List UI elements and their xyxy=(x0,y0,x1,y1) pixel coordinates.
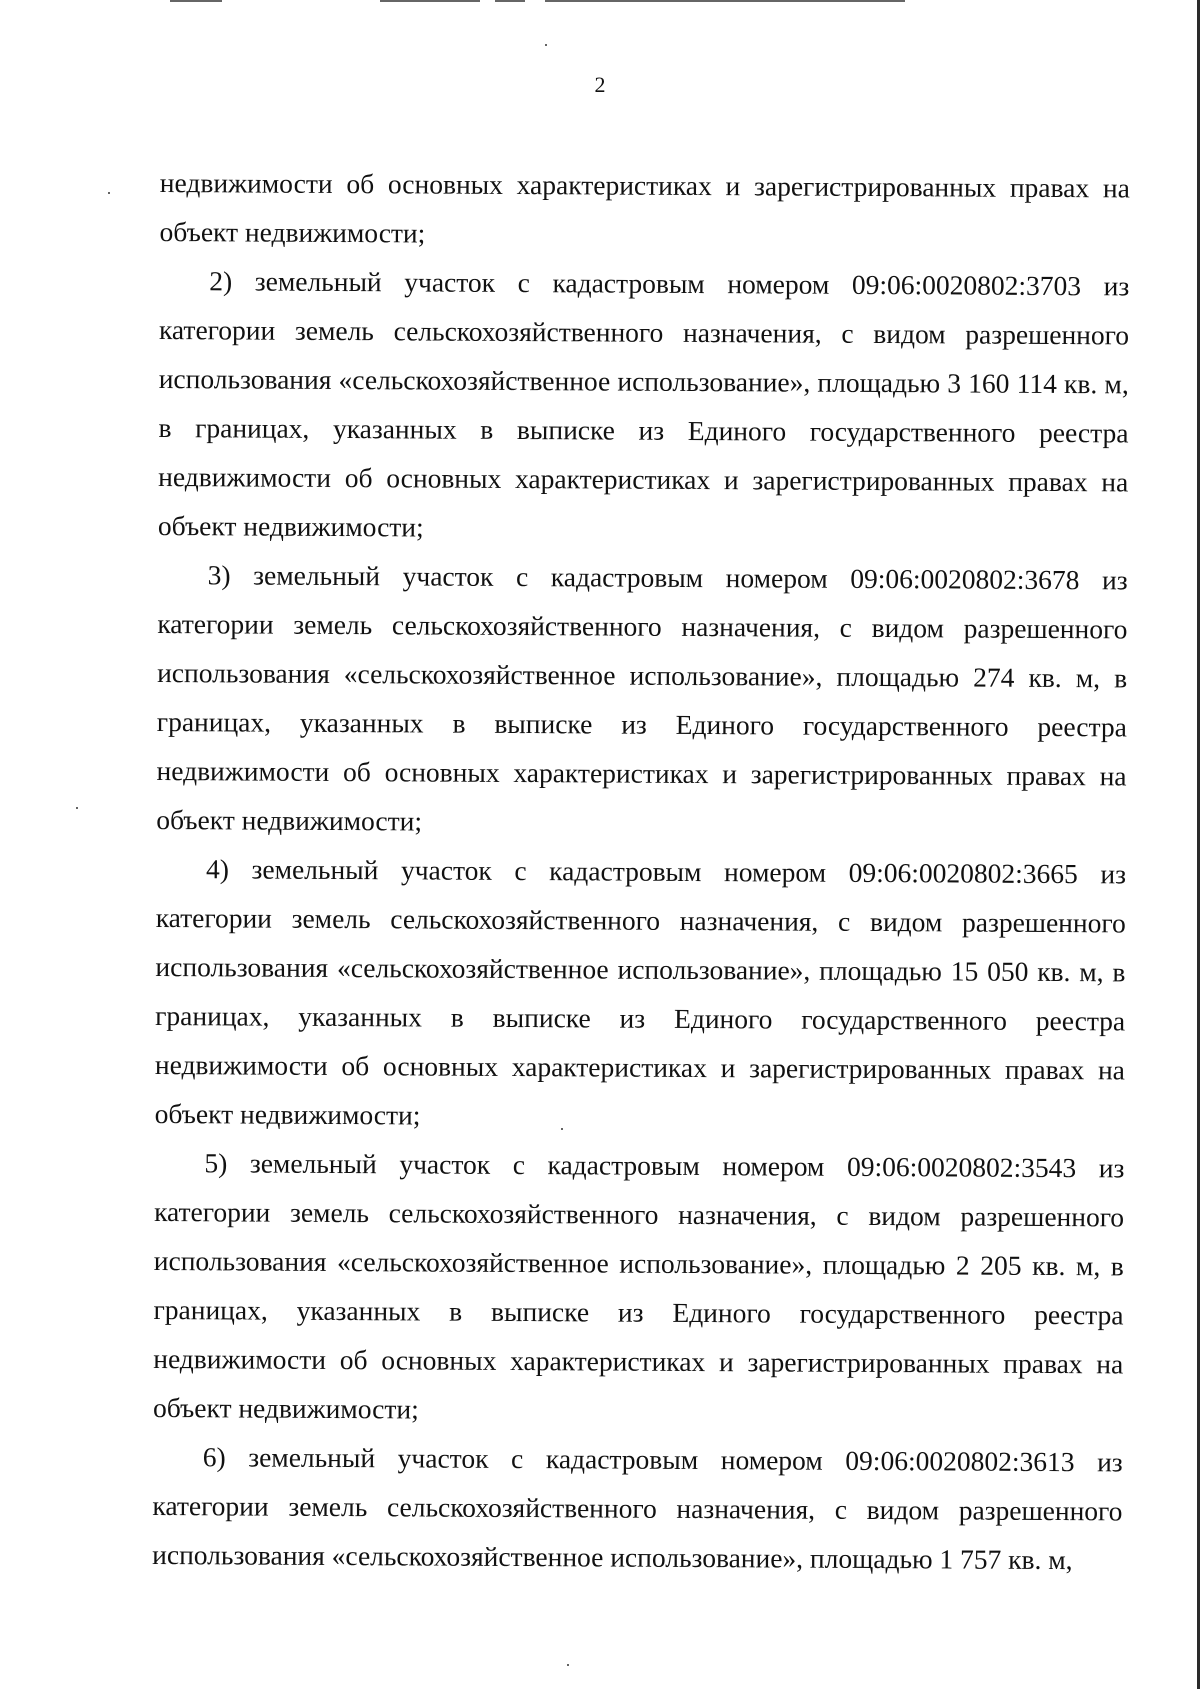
scan-speck xyxy=(76,807,78,809)
list-item-3: 3) земельный участок с кадастровым номером 09:06:0020802:3678 из категории земель сельскохозяйственного назначения, с видом разрешенного использования «сельскохозяйственное использование», площадью 274 кв. м, в границах, указанных в выписке из Единого государственного реестра недвижимости об основных характеристиках и зарегистрированных правах на объект недвижимости; xyxy=(156,559,1128,837)
scan-artifact-top-line xyxy=(380,0,480,2)
scan-artifact-top-line xyxy=(495,0,525,2)
page-number: 2 xyxy=(594,72,606,97)
scan-artifact-top-line xyxy=(170,0,222,2)
list-item-4: 4) земельный участок с кадастровым номером 09:06:0020802:3665 из категории земель сельскохозяйственного назначения, с видом разрешенного использования «сельскохозяйственное использование», площадью 15 050 кв. м, в границах, указанных в выписке из Единого государственного реестра недвижимости об основных характеристиках и зарегистрированных правах на объект недвижимости; xyxy=(154,853,1127,1131)
scan-speck xyxy=(567,1664,569,1666)
scan-speck xyxy=(545,44,547,46)
paragraph-continuation: недвижимости об основных характеристиках и зарегистрированных правах на объект недвижимости; xyxy=(159,166,1130,249)
document-body xyxy=(152,158,1130,1584)
scan-speck xyxy=(108,192,110,194)
list-item-6: 6) земельный участок с кадастровым номером 09:06:0020802:3613 из категории земель сельскохозяйственного назначения, с видом разрешенного использования «сельскохозяйственное использование», площадью 1 757 кв. м, xyxy=(152,1441,1123,1576)
list-item-5: 5) земельный участок с кадастровым номером 09:06:0020802:3543 из категории земель сельскохозяйственного назначения, с видом разрешенного использования «сельскохозяйственное использование», площадью 2 205 кв. м, в границах, указанных в выписке из Единого государственного реестра недвижимости об основных характеристиках и зарегистрированных правах на объект недвижимости; xyxy=(152,1147,1125,1425)
scan-artifact-top-line xyxy=(545,0,905,2)
list-item-2: 2) земельный участок с кадастровым номером 09:06:0020802:3703 из категории земель сельскохозяйственного назначения, с видом разрешенного использования «сельскохозяйственное использование», площадью 3 160 114 кв. м, в границах, указанных в выписке из Единого государственного реестра недвижимости об основных характеристиках и зарегистрированных правах на объект недвижимости; xyxy=(157,265,1130,543)
